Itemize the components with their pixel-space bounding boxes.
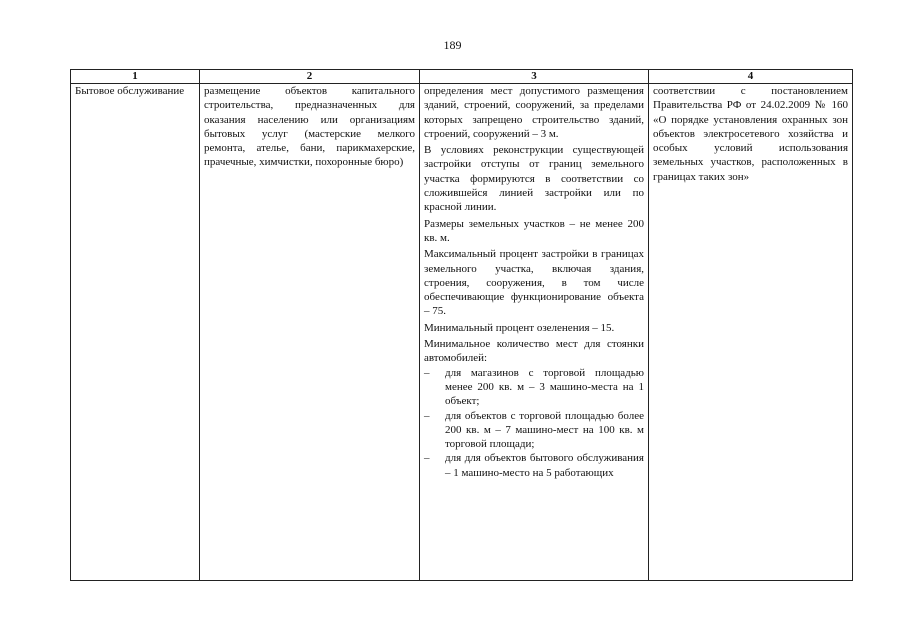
parameters-paragraph: В условиях реконструкции существующей застройки отступы от границ земельного участка формируются в соответствии со сложившейся линией застройки или по красной линии. [424, 144, 644, 214]
dash-bullet: – [424, 366, 430, 379]
column-header-3: 3 [420, 70, 649, 84]
parameters-paragraph: определения мест допустимого размещения зданий, строений, сооружений, за пределами которых запрещено строительство зданий, строений, сооружений – 3 м. [424, 85, 644, 140]
dash-bullet: – [424, 409, 430, 422]
parameters-paragraph: Минимальный процент озеленения – 15. [424, 321, 615, 334]
list-item-text: для магазинов с торговой площадью менее 200 кв. м – 3 машино-места на 1 объект; [445, 366, 644, 408]
column-header-4: 4 [649, 70, 853, 84]
header-row [71, 70, 853, 84]
restrictions-cell: соответствии с постановлением Правительства РФ от 24.02.2009 № 160 «О порядке установления охранных зон объектов электросетевого хозяйства и особых условий использования земельных участков, расположенных в границах таких зон» [649, 84, 853, 581]
table-row [71, 84, 853, 581]
list-item-text: для для объектов бытового обслуживания – 1 машино-место на 5 работающих [445, 452, 644, 479]
parameters-cell [420, 84, 649, 581]
parameters-paragraph: Размеры земельных участков – не менее 200 кв. м. [424, 217, 644, 244]
column-header-2: 2 [200, 70, 420, 84]
list-item-text: для объектов с торговой площадью более 200 кв. м – 7 машино-мест на 100 кв. м торговой площади; [445, 409, 644, 451]
zoning-table [70, 69, 853, 581]
parking-requirements-list [424, 366, 644, 480]
column-header-1: 1 [71, 70, 200, 84]
parameters-paragraph: Максимальный процент застройки в границах земельного участка, включая здания, строения, сооружения, в том числе обеспечивающие функционирование объекта – 75. [424, 248, 644, 318]
page-number: 189 [443, 38, 462, 52]
parameters-paragraph: Минимальное количество мест для стоянки автомобилей: [424, 338, 644, 365]
use-type-cell: Бытовое обслуживание [71, 84, 200, 581]
use-description-cell: размещение объектов капитального строительства, предназначенных для оказания населению или организациям бытовых услуг (мастерские мелкого ремонта, ателье, бани, парикмахерские, прачечные, химчистки, похоронные бюро) [200, 84, 420, 581]
list-item [424, 409, 644, 452]
list-item [424, 366, 644, 409]
dash-bullet: – [424, 452, 430, 465]
list-item [424, 451, 644, 480]
